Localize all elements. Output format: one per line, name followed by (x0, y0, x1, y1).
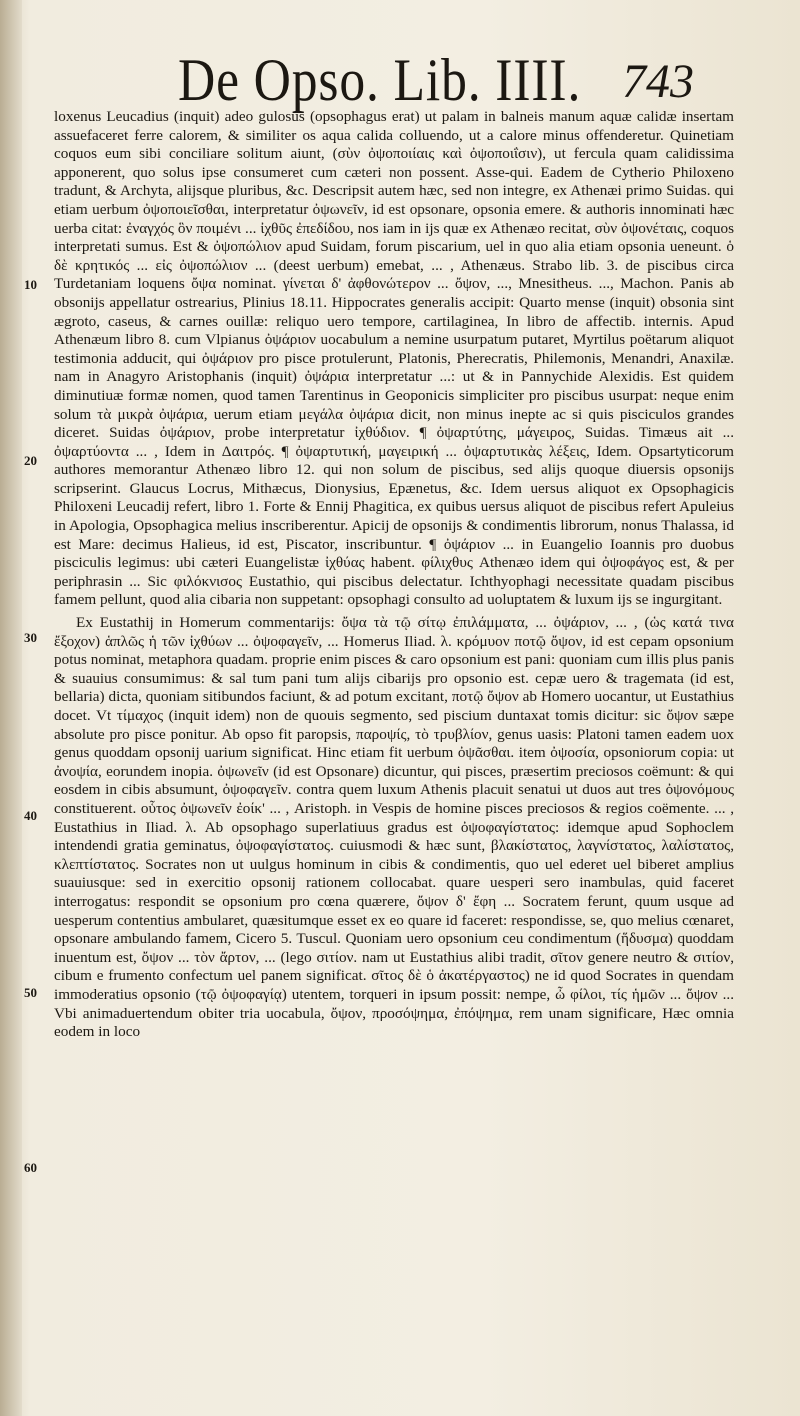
margin-line-number: 40 (24, 808, 37, 823)
running-title: De Opso. Lib. IIII. (178, 47, 582, 113)
page-number: 743 (622, 55, 694, 108)
paragraph: Ex Eustathij in Homerum commentarijs: ὄψα τὰ τῷ σίτῳ ἐπιλάμματα, ... ὀψάριον, ... , (ὡς κατά τινα ἔξοχον) ἁπλῶς ἡ τῶν ἰχθύων ... ὀψοφαγεῖν, ... Homerus Iliad. λ. κρόμυον ποτῷ ὄψον, id est cepam opsonium potus nominat, metaphora quadam. proprie enim pisces & caro opsonium est pani: quoniam cum illis plus panis & suauius consumimus: & sal tum pani tum alijs cibarijs pro opsonio est. cepæ uero & tragemata (id est, bellaria) dicta, quoniam sitibundos faciunt, & ad potum excitant, ποτῷ ὄψον ab Homero uocantur, ut Eustathius docet. Vt τίμαχος (inquit idem) non de quouis segmento, sed piscium duntaxat tomis dicitur: sic ὄψον sæpe absolute pro pisce ponitur. Ab opso fit paropsis, παροψίς, τὸ τρυβλίον, genus uasis: Platoni tamen eadem uox genus quoddam opsonij uarium significat. Hinc etiam fit uerbum ὀψᾶσθαι. item ὀψοσία, opsoniorum copia: ut ἀνοψία, eorundem inopia. ὀψωνεῖν (id est Opsonare) dicuntur, qui pisces, præsertim preciosos coëmunt: & qui eosdem in cibis absumunt, ὀψοφαγεῖν. contra quem luxum Athenis placuit senatui ut duos aut tres ὀψονόμους constituerent. οὗτος ὀψωνεῖν ἐοίκ' ... , Aristoph. in Vespis de homine pisces preciosos & regios coëmente. ... , Eustathius in Iliad. λ. Ab opsophago superlatiuus gradus est ὀψοφαγίστατος: idemque apud Sophoclem intendendi gratia geminatus, ὀψοφαγίστατος. cuiusmodi & hæc sunt, βλακίστατος, λαγνίστατος, λαλίστατος, κλεπτίστατος. Socrates non ut uulgus hominum in cibis & condimentis, quo uel ederet uel biberet amplius suauiusque: sed in exercitio opsonij rationem collocabat. quare uesperi sero inambulas, quid faceret interrogatus: respondit se opsonium pro cœna quærere, ὄψον δ' ἔφη ... Socratem ferunt, quum usque ad uesperum contentius ambularet, quæsitumque esset ex eo quare id faceret: respondisse, se, quo melius cœnaret, opsonare ambulando famem, Cicero 5. Tuscul. Quoniam uero opsonium ceu condimentum (ἥδυσμα) quoddam inuentum est, ὄψον ... τὸν ἄρτον, ... (lego σιτίον. nam ut Eustathius alibi tradit, σῖτον genere neutro & σιτίον, cibum e frumento confectum uel panem significat. σῖτος δὲ ὁ ἀκατέργαστος) ne id quod Socrates in quendam immoderatius opsonio (τῷ ὀψοφαγίᾳ) utentem, torqueri in ipsum possit: nempe, ὦ φίλοι, τίς ἡμῶν ... ὄψον ... Vbi animaduertendum obiter tria uocabula, ὄψον, προσόψημα, ἐπόψημα, rem unam significare, Hæc omnia eodem in loco (54, 614, 734, 1041)
margin-line-number: 50 (24, 985, 37, 1000)
margin-line-number: 20 (24, 453, 37, 468)
margin-line-number: 10 (24, 277, 37, 292)
margin-line-numbers (24, 0, 54, 1416)
body-text (54, 108, 734, 1042)
margin-line-number: 30 (24, 630, 37, 645)
margin-line-number: 60 (24, 1160, 37, 1175)
page-gutter-shadow (0, 0, 22, 1416)
paragraph: loxenus Leucadius (inquit) adeo gulosus (opsophagus erat) ut palam in balneis manum aquæ calidæ insertam assuefaceret ferre calorem, & similiter os aqua calida colluendo, ut a calore minus offenderetur. Quinetiam coquos eum sibi conciliare solitum aiunt, (σὺν ὀψοποιίαις καὶ ὀψοποιΐσιν), ut fercula quam calidissima apponerent, quo solus ipse consumeret cum cæteri non possent. Asse-qui. Eadem de Cytherio Philoxeno tradunt, & Archyta, alijsque pluribus, &c. Descripsit autem hæc, sed non integre, ex Athenæi primo Suidas. qui etiam uerbum ὀψοποιεῖσθαι, interpretatur ὀψωνεῖν, id est opsonare, opsonia emere. & authoris innominati hæc uerba citat: ἐναγχός ὃν ποιμένι ... ἰχθῦς ἐπεδίδου, nos iam in ijs quæ ex Athenæo recitat, σὺν ὀψονέταις, coquos interpretati sumus. Est & ὀψοπώλιον apud Suidam, forum piscarium, uel in quo alia etiam opsonia ueneunt. ὁ δὲ κρητικός ... εἰς ὀψοπώλιον ... (deest uerbum) emebat, ... , Athenæus. Strabo lib. 3. de piscibus circa Turdetaniam loquens ὄψα nominat. γίνεται δ' ἀφθονώτερον ... ὄψον, ..., Mnesitheus. ..., Machon. Panis ab obsonijs appellatur ostrearius, Plinius 18.11. Hippocrates generalis accipit: Quarto mense (inquit) obsonia sint ægroto, caseus, & carnes ouillæ: reliquo uero tempore, cartilaginea, In libro de affectib. internis. Apud Athenæum libro 8. cum Vlpianus ὀψάριον uocabulum a nemine usurpatum putaret, Myrtilus poëtarum aliquot testimonia adducit, qui ὀψάριον pro pisce protulerunt, Platonis, Pherecratis, Philemonis, Menandri, Anaxilæ. nam in Anagyro Aristophanis (inquit) ὀψάρια interpretatur ...: ut & in Pannychide Alexidis. Est quidem diminutiuæ formæ nomen, quod tamen Tarentinus in Geoponicis simpliciter pro piscibus usurpat: neque enim solum τὰ μικρὰ ὀψάρια, uerum etiam μεγάλα ὀψάρια dicit, non minus inepte ac si quis pisciculos grandes diceret. Suidas ὀψάριον, probe interpretatur ἰχθύδιον. ¶ ὀψαρτύτης, μάγειρος, Suidas. Timæus ait ... ὀψαρτύοντα ... , Idem in Δαιτρός. ¶ ὀψαρτυτική, μαγειρική ... ὀψαρτυτικὰς λέξεις, Idem. Opsartyticorum authores memorantur Athenæo libro 12. qui non solum de piscibus, sed alijs quoque diuersis opsonijs scripserint. Glaucus Locrus, Mithæcus, Dionysius, Epænetus, &c. Idem uersus aliquot ex Opsophagicis Philoxeni Leucadij refert, libro 1. Forte & Ennij Phagitica, ex quibus uersus aliquot de piscibus refert Apuleius in Apologia, Opsophagica melius inscriberentur. Apicij de opsonijs & condimentis librorum, nonus Thalassa, id est Mare: decimus Halieus, id est, Piscator, inscribuntur. ¶ ὀψάριον ... in Euangelio Ioannis pro duobus pisciculis legimus: ubi cæteri Euangelistæ ἰχθύας habent. φίλιχθυς Athenæo idem qui ὀψοφάγος est, & per periphrasin ... Sic φιλόκνισος Eustathio, qui piscibus delectatur. Ichthyophagi necessitate quadam piscibus famem pellunt, quod alia cibaria non suppetant: opsophagi consulto ad uoluptatem & luxum ijs se ingurgitant. (54, 108, 734, 609)
